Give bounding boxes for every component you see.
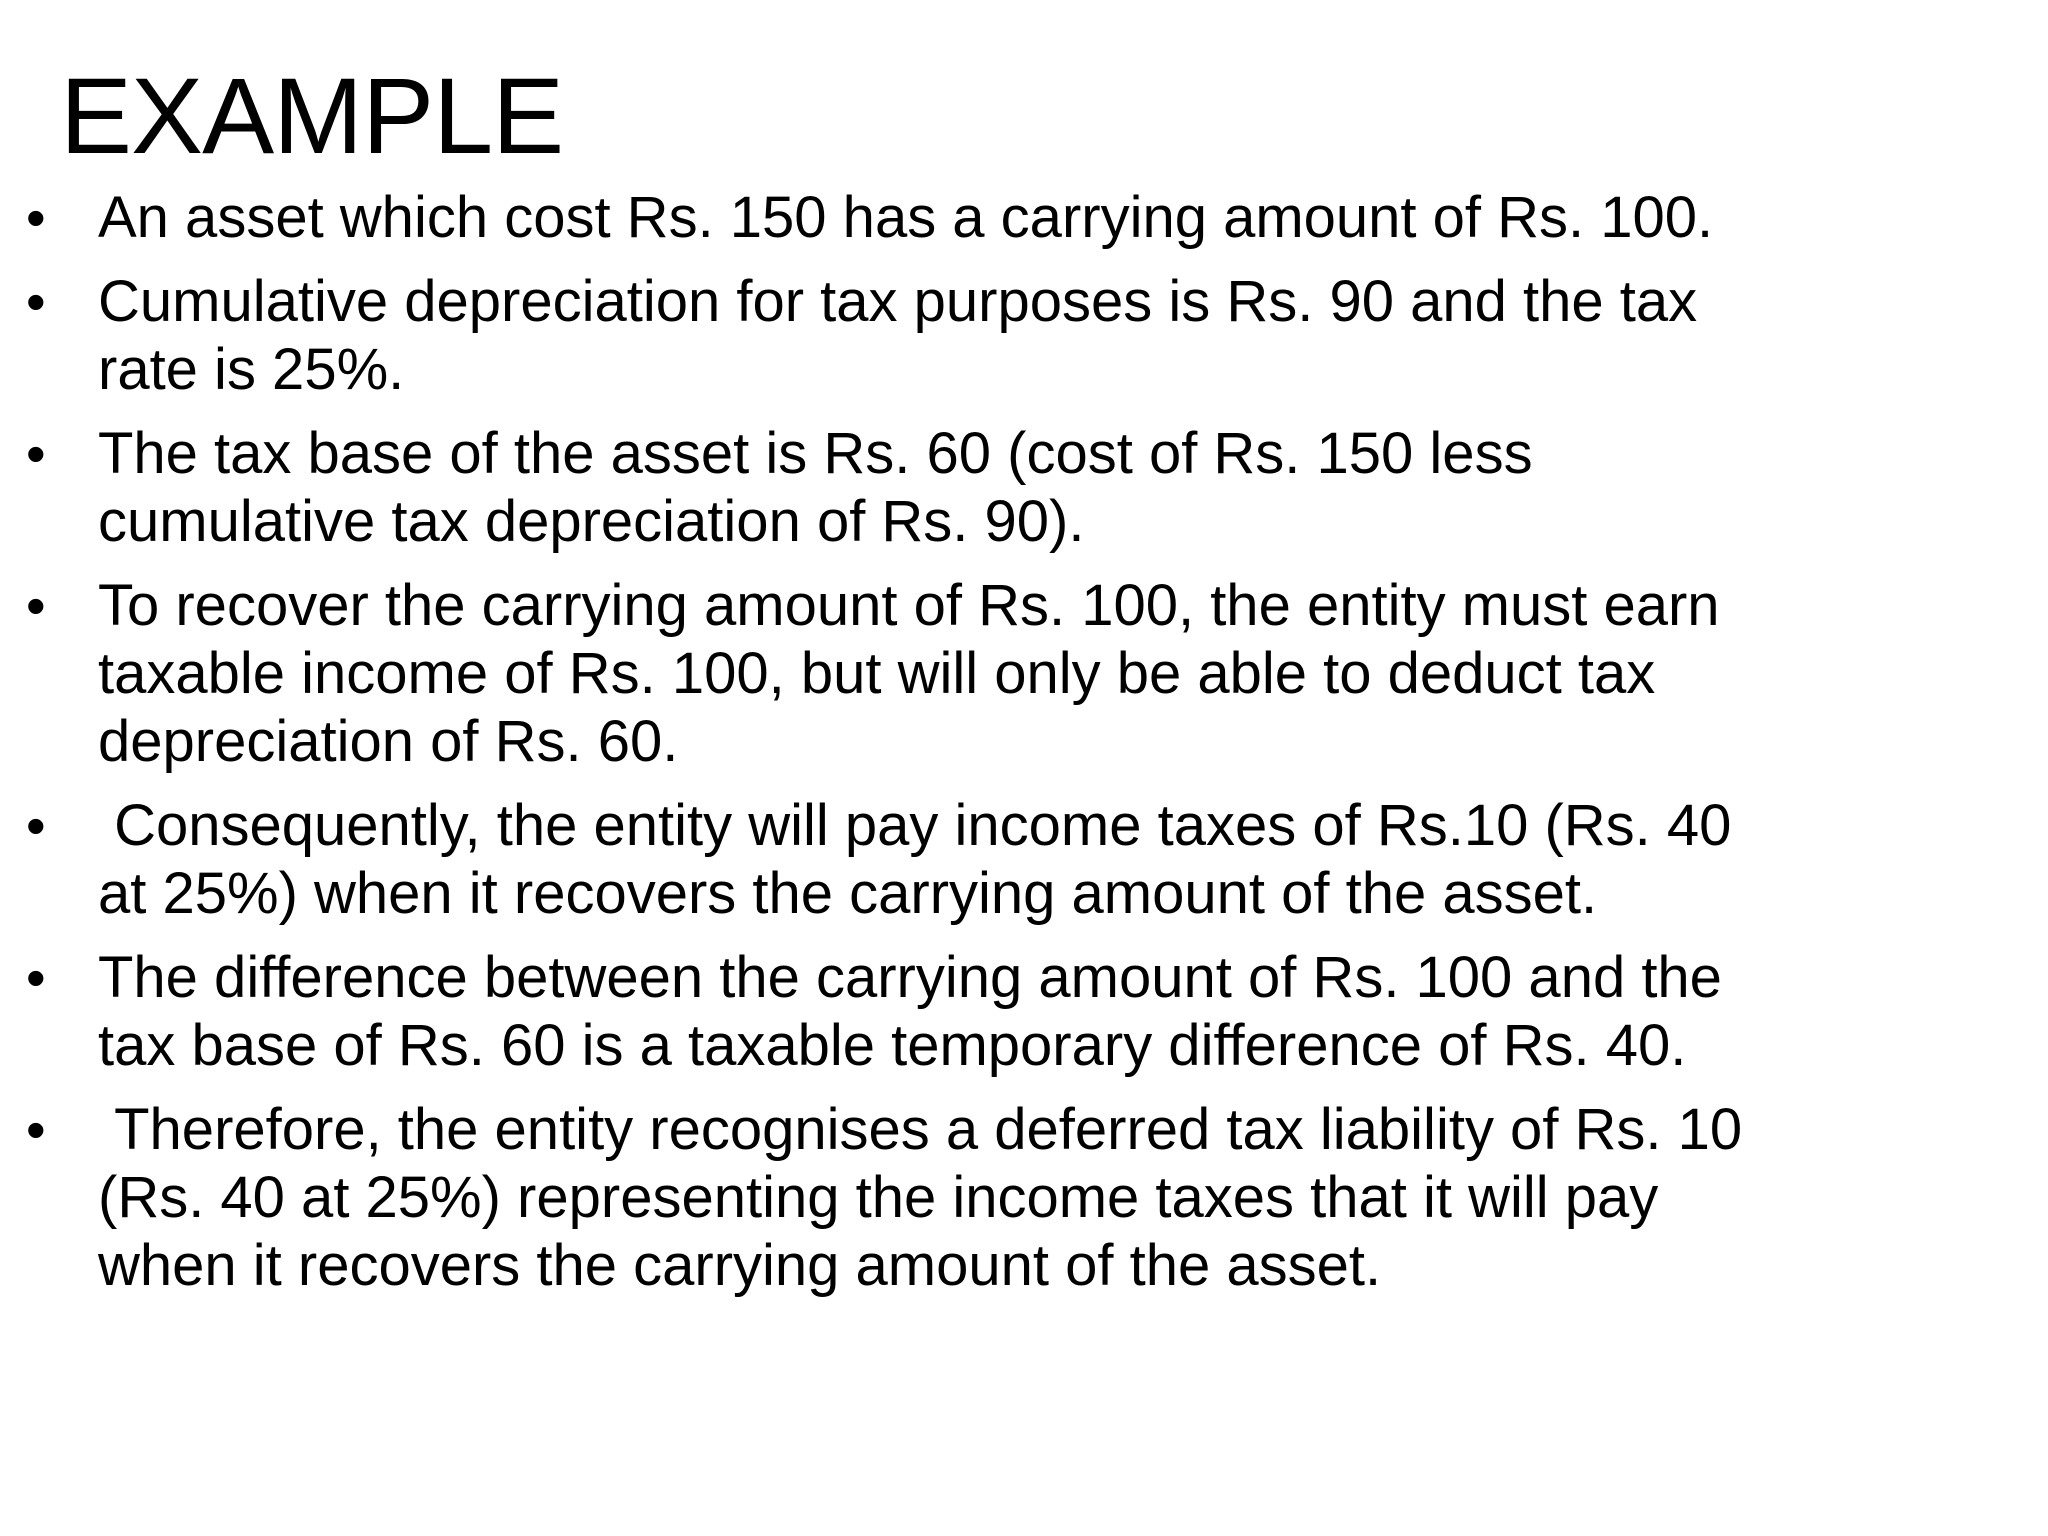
bullet-icon: •: [26, 574, 46, 637]
bullet-list: [0, 184, 2000, 1316]
list-item: [0, 420, 2000, 556]
list-item: [0, 572, 2000, 776]
list-item: [0, 268, 2000, 404]
list-item: [0, 1096, 2000, 1300]
bullet-icon: •: [26, 1098, 46, 1161]
bullet-text: The tax base of the asset is Rs. 60 (cost of Rs. 150 less cumulative tax depreciation of Rs. 90).: [98, 421, 1533, 554]
bullet-icon: •: [26, 270, 46, 333]
list-item: [0, 184, 2000, 252]
bullet-icon: •: [26, 422, 46, 485]
slide-title: EXAMPLE: [60, 55, 564, 176]
list-item: [0, 944, 2000, 1080]
bullet-text: Consequently, the entity will pay income taxes of Rs.10 (Rs. 40 at 25%) when it recovers the carrying amount of the asset.: [98, 793, 1732, 926]
list-item: [0, 792, 2000, 928]
bullet-text: Cumulative depreciation for tax purposes is Rs. 90 and the tax rate is 25%.: [98, 269, 1698, 402]
bullet-text: To recover the carrying amount of Rs. 100, the entity must earn taxable income of Rs. 100, but will only be able to deduct tax depreciation of Rs. 60.: [98, 573, 1720, 774]
bullet-icon: •: [26, 794, 46, 857]
bullet-text: The difference between the carrying amount of Rs. 100 and the tax base of Rs. 60 is a taxable temporary difference of Rs. 40.: [98, 945, 1722, 1078]
bullet-text: Therefore, the entity recognises a deferred tax liability of Rs. 10 (Rs. 40 at 25%) representing the income taxes that it will pay when it recovers the carrying amount of the asset.: [98, 1097, 1743, 1298]
bullet-text: An asset which cost Rs. 150 has a carrying amount of Rs. 100.: [98, 185, 1714, 250]
bullet-icon: •: [26, 946, 46, 1009]
bullet-icon: •: [26, 186, 46, 249]
